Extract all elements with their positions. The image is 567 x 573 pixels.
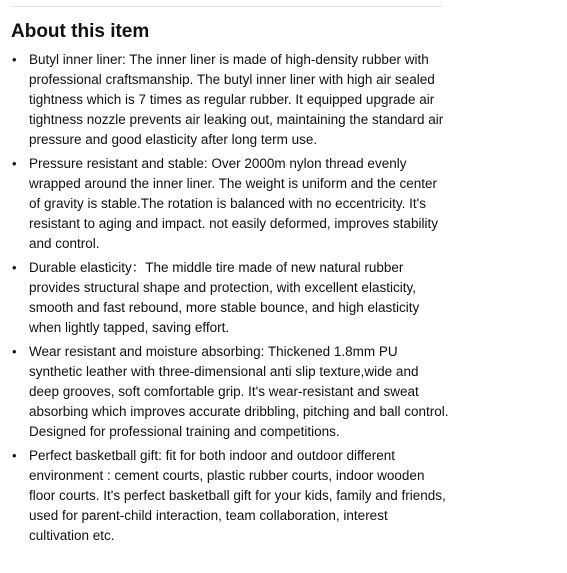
feature-bullet-text: Durable elasticity：The middle tire made of new natural rubber provides structural shape and protection, with excellent elasticity, smooth and fast rebound, more stable bounce, and high elasticity when lightly tapped, saving effort. — [29, 260, 420, 335]
bullet-icon: • — [12, 344, 17, 359]
feature-bullet-text: Wear resistant and moisture absorbing: Thickened 1.8mm PU synthetic leather with three-dimensional anti slip texture,wide and deep grooves, soft comfortable grip. It's wear-resistant and sweat absorbing which improves accurate dribbling, pitching and ball control. Designed for professional training and competitions. — [29, 344, 449, 439]
feature-bullet-text: Pressure resistant and stable: Over 2000m nylon thread evenly wrapped around the inner liner. The weight is uniform and the center of gravity is stable.The rotation is balanced with no eccentricity. It's resistant to aging and impact. not easily deformed, improves stability and control. — [29, 156, 438, 251]
feature-bullet-text: Butyl inner liner: The inner liner is made of high-density rubber with professional craftsmanship. The butyl inner liner with high air sealed tightness which is 7 times as regular rubber. It equipped upgrade air tightness nozzle prevents air leaking out, maintaining the standard air pressure and good elasticity after long term use. — [29, 52, 444, 147]
bullet-icon: • — [12, 52, 17, 67]
feature-bullet-text: Perfect basketball gift: fit for both indoor and outdoor different environment : cement courts, plastic rubber courts, indoor wooden floor courts. It's perfect basketball gift for your kids, family and friends, used for parent-child interaction, team collaboration, interest cultivation etc. — [29, 448, 446, 543]
bullet-icon: • — [12, 260, 17, 275]
feature-bullet-list — [11, 50, 451, 550]
feature-bullet-item — [11, 258, 451, 338]
bullet-icon: • — [12, 156, 17, 171]
section-divider — [10, 6, 443, 7]
feature-bullet-item — [11, 154, 451, 254]
feature-bullet-item — [11, 50, 451, 150]
feature-bullet-item — [11, 342, 451, 442]
feature-bullet-item — [11, 446, 451, 546]
section-title: About this item — [11, 21, 150, 42]
bullet-icon: • — [12, 448, 17, 463]
